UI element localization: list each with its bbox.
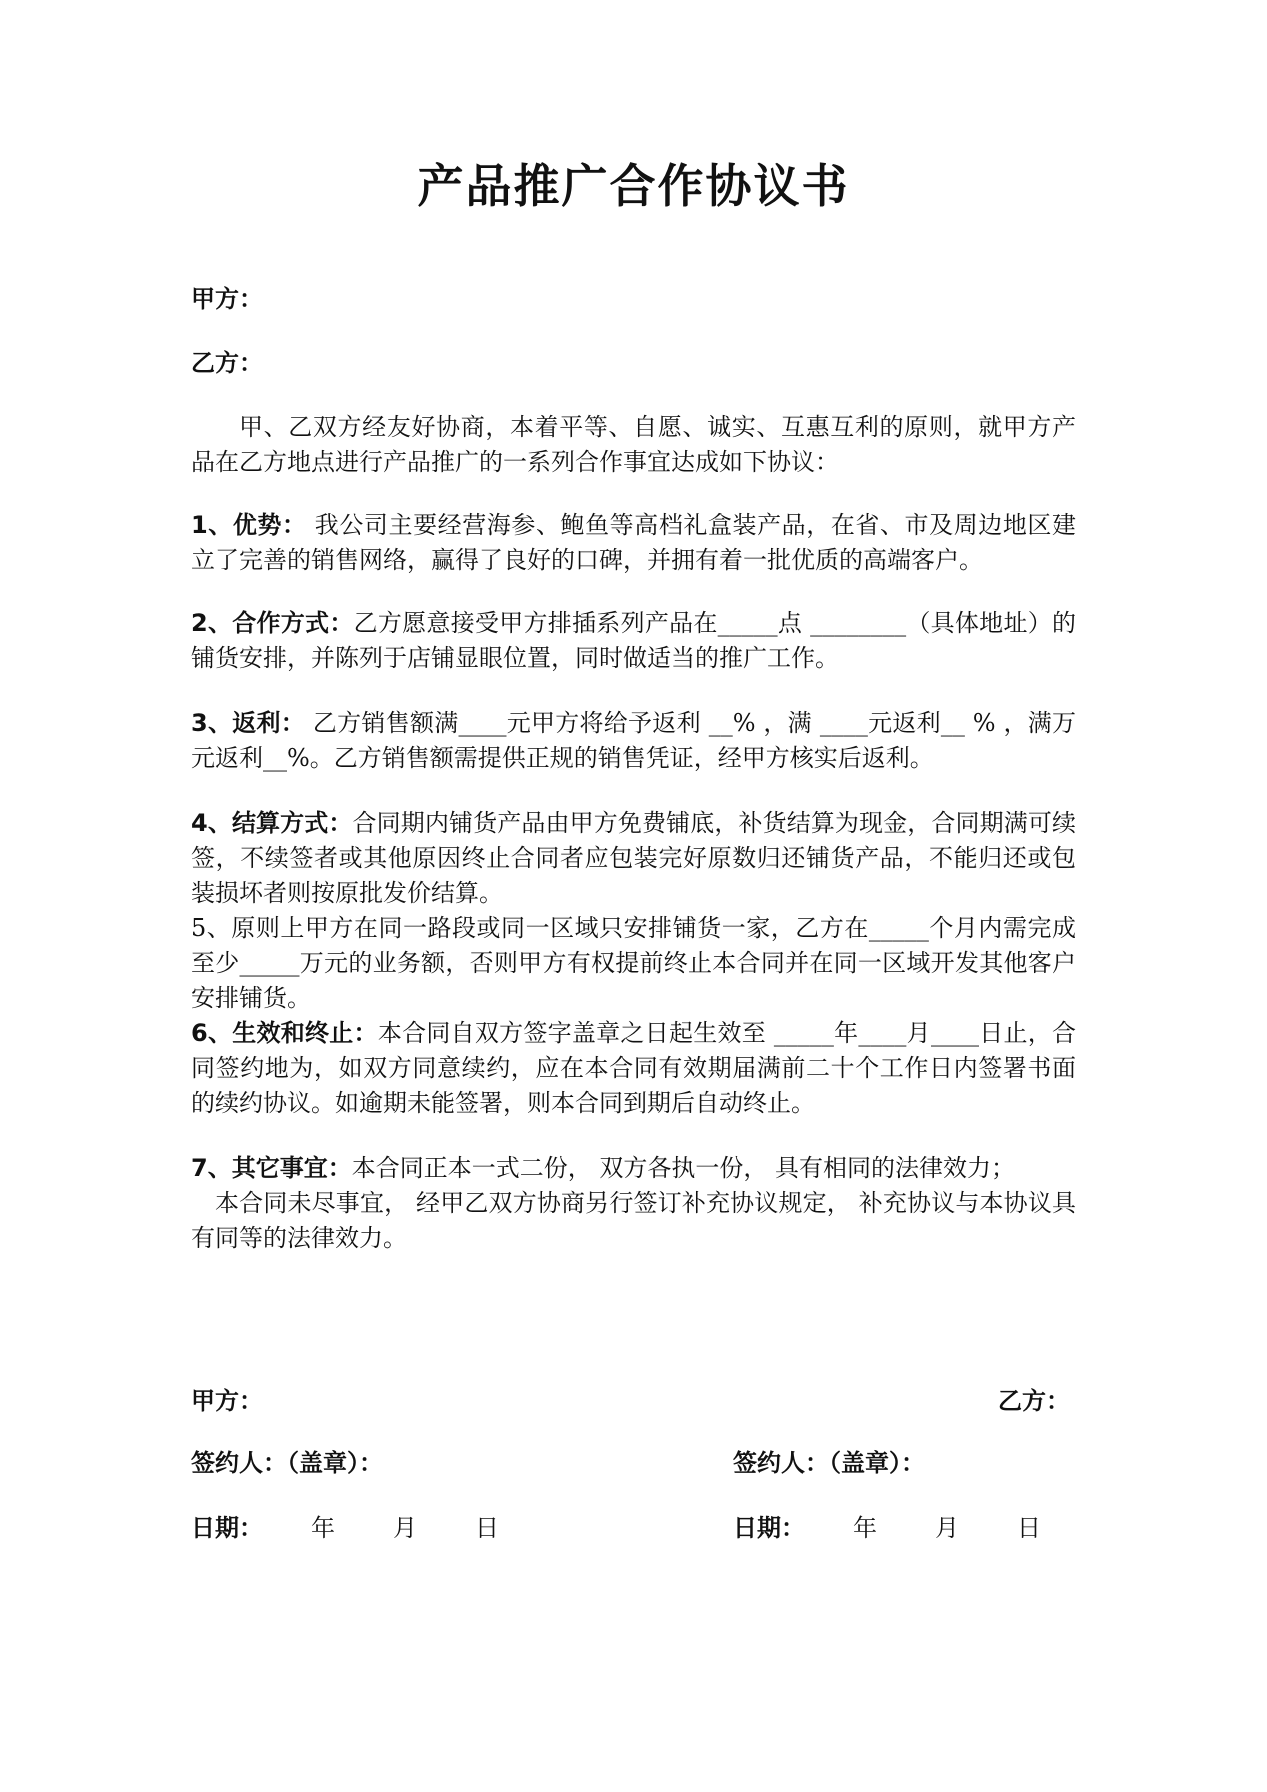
clause-settlement — [191, 806, 1076, 911]
year-label: 年 — [311, 1514, 335, 1542]
clause-heading: 6、生效和终止： — [191, 1019, 378, 1047]
clause-other-matters-continued: 本合同未尽事宜， 经甲乙双方协商另行签订补充协议规定， 补充协议与本协议具有同等的法律效力。 — [191, 1189, 1076, 1252]
document-title: 产品推广合作协议书 — [417, 159, 850, 213]
date-row-b — [733, 1508, 1099, 1543]
signer-b-label: 签约人：（盖章）： — [733, 1449, 925, 1477]
intro-paragraph: 甲、乙双方经友好协商，本着平等、自愿、诚实、互惠互利的原则，就甲方产品在乙方地点进行产品推广的一系列合作事宜达成如下协议： — [191, 413, 1076, 476]
clause-cooperation — [191, 606, 1076, 676]
clause-heading: 4、结算方式： — [191, 809, 353, 837]
clause-text: 合同期内铺货产品由甲方免费铺底，补货结算为现金，合同期满可续签，不续签者或其他原因终止合同者应包装完好原数归还铺货产品，不能归还或包装损坏者则按原批发价结算。 — [191, 809, 1077, 907]
day-label: 日 — [475, 1514, 499, 1542]
clause-other-matters — [191, 1151, 1076, 1186]
signer-a-label: 签约人：（盖章）： — [191, 1449, 383, 1477]
clause-exclusivity: 5、原则上甲方在同一路段或同一区域只安排铺货一家，乙方在_____个月内需完成至少_____万元的业务额，否则甲方有权提前终止本合同并在同一区域开发其他客户安排铺货。 — [191, 914, 1076, 1012]
clause-heading: 7、其它事宜： — [191, 1154, 352, 1182]
signature-party-a: 甲方： — [191, 1387, 263, 1415]
clause-text: 本合同自双方签字盖章之日起生效至 _____年____月____日止，合同签约地为，如双方同意续约，应在本合同有效期届满前二十个工作日内签署书面的续约协议。如逾期未能签署，则本合同到期后自动终止。 — [191, 1019, 1076, 1117]
clause-heading: 3、返利： — [191, 709, 306, 737]
signature-party-b: 乙方： — [998, 1387, 1070, 1415]
date-label: 日期： — [733, 1514, 805, 1542]
clause-effect-termination — [191, 1016, 1076, 1121]
date-row-a — [191, 1508, 557, 1543]
party-b-label: 乙方： — [191, 349, 263, 377]
date-label: 日期： — [191, 1514, 263, 1542]
month-label: 月 — [393, 1514, 417, 1542]
year-label: 年 — [853, 1514, 877, 1542]
party-a-label: 甲方： — [191, 285, 263, 313]
document-body — [191, 282, 1076, 1256]
day-label: 日 — [1017, 1514, 1041, 1542]
clause-text: 乙方愿意接受甲方排插系列产品在_____点 ________（具体地址）的铺货安排，并陈列于店铺显眼位置，同时做适当的推广工作。 — [191, 609, 1076, 672]
clause-heading: 1、优势： — [191, 511, 307, 539]
clause-heading: 2、合作方式： — [191, 609, 354, 637]
clause-rebate — [191, 706, 1076, 776]
month-label: 月 — [935, 1514, 959, 1542]
clause-text: 乙方销售额满____元甲方将给予返利 __% ，满 ____元返利__ % ，满万元返利__%。乙方销售额需提供正规的销售凭证，经甲方核实后返利。 — [191, 709, 1076, 772]
clause-advantage — [191, 508, 1076, 578]
clause-text: 我公司主要经营海参、鲍鱼等高档礼盒装产品，在省、市及周边地区建立了完善的销售网络，赢得了良好的口碑，并拥有着一批优质的高端客户。 — [191, 511, 1076, 574]
clause-text: 本合同正本一式二份， 双方各执一份， 具有相同的法律效力； — [351, 1154, 1015, 1182]
